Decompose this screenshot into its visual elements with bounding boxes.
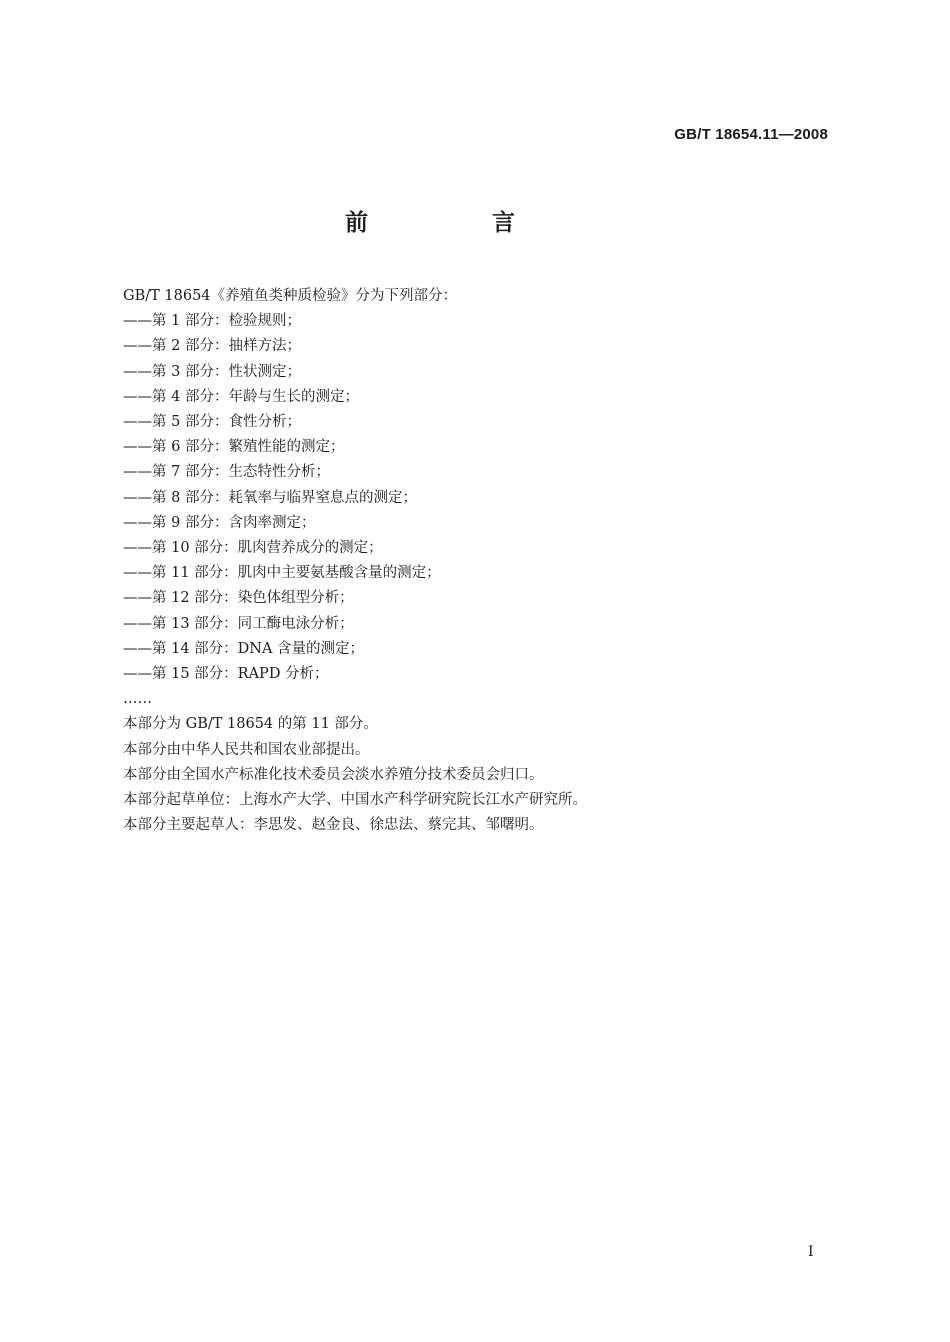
standard-code: GB/T 18654.11—2008 <box>674 126 828 143</box>
statement-technical-committee: 本部分由全国水产标准化技术委员会淡水养殖分技术委员会归口。 <box>123 766 544 783</box>
part-item-14: ——第 14 部分：DNA 含量的测定； <box>123 640 365 657</box>
ellipsis: …… <box>123 691 152 708</box>
part-item-12: ——第 12 部分：染色体组型分析； <box>123 590 354 607</box>
statement-drafting-units: 本部分起草单位：上海水产大学、中国水产科学研究院长江水产研究所。 <box>123 792 587 809</box>
page-number: I <box>808 1244 814 1260</box>
statement-drafters: 本部分主要起草人：李思发、赵金良、徐忠法、蔡完其、邹曙明。 <box>123 817 544 834</box>
part-item-7: ——第 7 部分：生态特性分析； <box>123 464 330 481</box>
part-item-6: ——第 6 部分：繁殖性能的测定； <box>123 439 345 456</box>
part-item-13: ——第 13 部分：同工酶电泳分析； <box>123 615 354 632</box>
statement-proposer: 本部分由中华人民共和国农业部提出。 <box>123 741 370 758</box>
document-body <box>123 284 843 838</box>
part-item-4: ——第 4 部分：年龄与生长的测定； <box>123 388 359 405</box>
part-item-15: ——第 15 部分：RAPD 分析； <box>123 666 329 683</box>
part-item-11: ——第 11 部分：肌肉中主要氨基酸含量的测定； <box>123 565 441 582</box>
part-item-9: ——第 9 部分：含肉率测定； <box>123 514 316 531</box>
statement-part-number: 本部分为 GB/T 18654 的第 11 部分。 <box>123 716 378 733</box>
intro-line: GB/T 18654《养殖鱼类种质检验》分为下列部分： <box>123 288 458 304</box>
part-item-1: ——第 1 部分：检验规则； <box>123 313 301 330</box>
part-item-3: ——第 3 部分：性状测定； <box>123 363 301 380</box>
part-item-2: ——第 2 部分：抽样方法； <box>123 338 301 355</box>
part-item-10: ——第 10 部分：肌肉营养成分的测定； <box>123 540 383 557</box>
part-item-8: ——第 8 部分：耗氧率与临界窒息点的测定； <box>123 489 417 506</box>
page-title: 前 言 <box>344 210 573 236</box>
part-item-5: ——第 5 部分：食性分析； <box>123 414 301 431</box>
